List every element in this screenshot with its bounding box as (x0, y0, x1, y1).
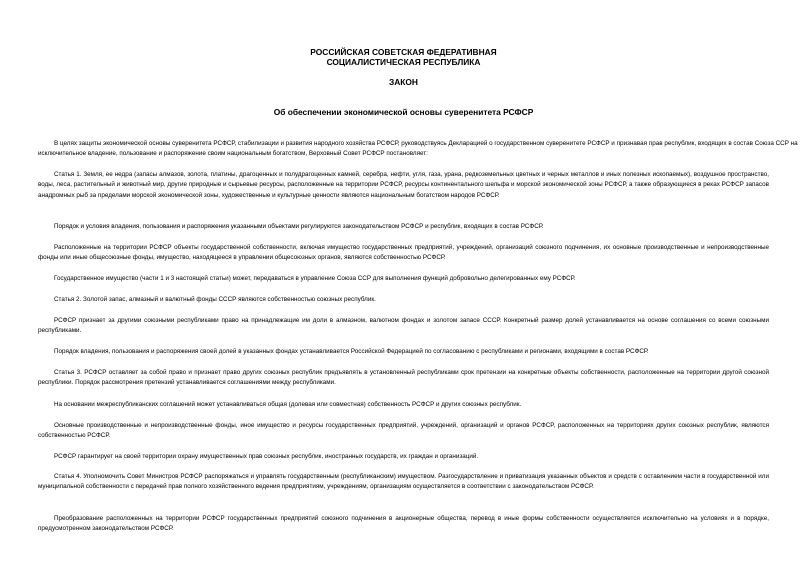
paragraph-article-2: Статья 2. Золотой запас, алмазный и валютный фонды СССР являются собственностью союзных республик. (54, 296, 376, 303)
paragraph-article-1-part-4: Государственное имущество (части 1 и 3 настоящей статьи) может, передаваться в управление Союза ССР для выполнения функций добровольно делегированных ему РСФСР. (54, 275, 576, 282)
document-title: Об обеспечении экономической основы суверенитета РСФСР (273, 107, 534, 117)
paragraph-article-4: Статья 4. Уполномочить Совет Министров РСФСР распоряжаться и управлять государственным (республиканским) имуществом. Разгосударствление и приватизация указанных объектов и средств с оставлением части в государственной или муниципальной собственности с передачей прав полного хозяйственного ведения предприятиям, учреждениям, организациям осуществляется в соответствии с законодательством РСФСР. (38, 473, 769, 491)
paragraph-article-3-part-4: РСФСР гарантирует на своей территории охрану имущественных прав союзных республик, иностранных государств, их граждан и организаций. (54, 453, 479, 460)
paragraph-article-1: Статья 1. Земля, ее недра (запасы алмазов, золота, платины, драгоценных и полудрагоценных камней, серебра, нефти, угля, газа, урана, редкоземельных цветных и черных металлов и иных полезных ископаемых), воздушное пространство, воды, леса, растительный и животный мир, другие природные и сырьевые ресурсы, расположенные на территории РСФСР, ресурсы континентального шельфа и морской экономической зоны РСФСР, а также образующиеся в реках РСФСР запасов анадромных рыб за пределами морской экономической зоны, художественные и культурные ценности являются национальным богатством народов РСФСР. (38, 171, 769, 199)
paragraph-article-4-part-2: Преобразование расположенных на территории РСФСР государственных предприятий союзного подчинения в акционерные общества, перевод в иные формы собственности осуществляется исключительно на условиях и в порядке, предусмотренном законодательством РСФСР. (38, 515, 769, 533)
paragraph-article-3: Статья 3. РСФСР оставляет за собой право и признает право других союзных республик предъявлять в установленный республиками срок претензии на конкретные объекты собственности, расположенные на территории другой союзной республики. Порядок рассмотрения претензий устанавливается соглашениями между республиками. (38, 369, 769, 387)
document-type-heading: ЗАКОН (389, 77, 418, 87)
paragraph-article-3-part-3: Основные производственные и непроизводственные фонды, иное имущество и ресурсы государственных предприятий, учреждений, организаций и органов РСФСР, расположенных на территориях других союзных республик, являются собственностью РСФСР. (38, 422, 769, 440)
paragraph-article-3-part-2: На основании межреспубликанских соглашений может устанавливаться общая (долевая или совместная) собственность РСФСР и других союзных республик. (54, 401, 522, 408)
paragraph-article-2-part-3: Порядок владения, пользования и распоряжения своей долей в указанных фондах устанавливается Российской Федерацией по согласованию с республиками и регионами, входящими в состав РСФСР. (54, 348, 649, 355)
paragraph-article-2-part-2: РСФСР признает за другими союзными республиками право на принадлежащие им доли в алмазном, валютном фондах и золотом запасе СССР. Конкретный размер долей устанавливается на основе соглашения со всеми союзными республиками. (38, 317, 769, 335)
header-state-line-2: СОЦИАЛИСТИЧЕСКАЯ РЕСПУБЛИКА (326, 57, 481, 67)
paragraph-article-1-part-2: Порядок и условия владения, пользования и распоряжения указанными объектами регулируются законодательством РСФСР и республик, входящих в состав РСФСР. (54, 223, 544, 230)
paragraph-preamble: В целях защиты экономической основы суверенитета РСФСР, стабилизации и развития народного хозяйства РСФСР, руководствуясь Декларацией о государственном суверенитете РСФСР и признавая прав республик, входящих в состав Союза ССР на исключительное владение, пользование и распоряжение своим национальным богатством, Верховный Совет РСФСР постановляет: (38, 140, 798, 158)
paragraph-article-1-part-3: Расположенные на территории РСФСР объекты государственной собственности, включая имущество государственных предприятий, учреждений, организаций союзного подчинения, их основные производственные и непроизводственные фонды или иные общесоюзные фонды, имущество, находящееся в управлении общесоюзных органов, являются собственностью РСФСР. (38, 244, 769, 262)
header-state-line-1: РОССИЙСКАЯ СОВЕТСКАЯ ФЕДЕРАТИВНАЯ (310, 47, 497, 57)
